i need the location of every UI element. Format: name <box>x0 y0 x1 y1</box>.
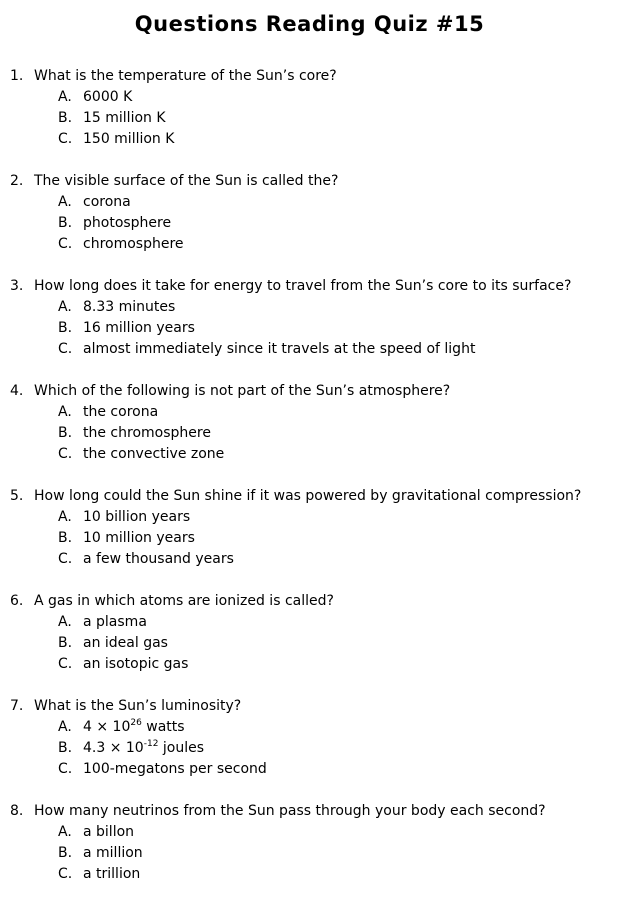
question-prompt <box>10 591 615 612</box>
answer-option-b <box>58 738 615 759</box>
question-prompt <box>10 171 615 192</box>
answer-options <box>58 822 615 885</box>
question-number: 4. <box>10 383 24 399</box>
option-letter: B. <box>58 845 73 861</box>
question-number: 7. <box>10 698 24 714</box>
question-text: What is the temperature of the Sun’s core? <box>34 68 337 84</box>
option-unit: watts <box>141 719 185 735</box>
answer-option-b <box>58 423 615 444</box>
option-exponent: -12 <box>143 739 159 749</box>
answer-options <box>58 612 615 675</box>
option-text: almost immediately since it travels at the speed of light <box>83 341 476 357</box>
option-letter: A. <box>58 824 72 840</box>
option-text: 10 million years <box>83 530 195 546</box>
option-text: 15 million K <box>83 110 166 126</box>
option-text: 8.33 minutes <box>83 299 176 315</box>
question-4 <box>10 381 615 486</box>
option-letter: B. <box>58 740 73 756</box>
option-text: a plasma <box>83 614 147 630</box>
option-text: 10 billion years <box>83 509 191 525</box>
question-prompt <box>10 801 615 822</box>
answer-option-c <box>58 129 615 150</box>
option-unit: joules <box>158 740 204 756</box>
question-prompt <box>10 696 615 717</box>
quiz-question-list <box>10 66 615 906</box>
option-text: 150 million K <box>83 131 175 147</box>
option-exponent: 26 <box>130 718 142 728</box>
question-8 <box>10 801 615 906</box>
answer-option-b <box>58 213 615 234</box>
option-text: the convective zone <box>83 446 225 462</box>
option-letter: B. <box>58 425 73 441</box>
option-text: 6000 K <box>83 89 133 105</box>
answer-option-a <box>58 822 615 843</box>
option-letter: A. <box>58 194 72 210</box>
question-6 <box>10 591 615 696</box>
option-text: the corona <box>83 404 159 420</box>
answer-option-a <box>58 402 615 423</box>
answer-options <box>58 717 615 780</box>
answer-option-c <box>58 339 615 360</box>
option-letter: B. <box>58 215 73 231</box>
option-letter: C. <box>58 131 73 147</box>
option-text: photosphere <box>83 215 172 231</box>
option-letter: A. <box>58 614 72 630</box>
answer-option-c <box>58 444 615 465</box>
page-title: Questions Reading Quiz #15 <box>134 12 485 36</box>
question-number: 6. <box>10 593 24 609</box>
option-letter: C. <box>58 551 73 567</box>
answer-options <box>58 402 615 465</box>
option-letter: C. <box>58 446 73 462</box>
question-prompt <box>10 381 615 402</box>
answer-option-a <box>58 297 615 318</box>
option-text: a billon <box>83 824 135 840</box>
question-number: 5. <box>10 488 24 504</box>
answer-option-a <box>58 717 615 738</box>
answer-options <box>58 297 615 360</box>
question-number: 2. <box>10 173 24 189</box>
option-letter: C. <box>58 866 73 882</box>
option-letter: A. <box>58 509 72 525</box>
question-1 <box>10 66 615 171</box>
option-letter: A. <box>58 719 72 735</box>
option-letter: A. <box>58 404 72 420</box>
option-letter: C. <box>58 236 73 252</box>
option-letter: B. <box>58 530 73 546</box>
option-letter: C. <box>58 761 73 777</box>
option-text: 16 million years <box>83 320 195 336</box>
option-letter: A. <box>58 89 72 105</box>
option-text: a trillion <box>83 866 141 882</box>
answer-option-a <box>58 507 615 528</box>
question-5 <box>10 486 615 591</box>
question-prompt <box>10 276 615 297</box>
option-letter: A. <box>58 299 72 315</box>
question-number: 8. <box>10 803 24 819</box>
question-3 <box>10 276 615 381</box>
question-text: A gas in which atoms are ionized is called? <box>34 593 334 609</box>
answer-options <box>58 87 615 150</box>
answer-option-b <box>58 108 615 129</box>
answer-option-a <box>58 612 615 633</box>
answer-option-b <box>58 318 615 339</box>
answer-option-c <box>58 759 615 780</box>
question-text: What is the Sun’s luminosity? <box>34 698 242 714</box>
question-text: How long could the Sun shine if it was powered by gravitational compression? <box>34 488 582 504</box>
option-text: a million <box>83 845 143 861</box>
answer-option-a <box>58 192 615 213</box>
option-text <box>83 717 185 738</box>
question-text: How long does it take for energy to travel from the Sun’s core to its surface? <box>34 278 572 294</box>
answer-option-b <box>58 633 615 654</box>
question-prompt <box>10 66 615 87</box>
question-7 <box>10 696 615 801</box>
option-text <box>83 738 204 759</box>
option-letter: B. <box>58 635 73 651</box>
option-base: 4.3 × 10 <box>83 740 144 756</box>
answer-option-b <box>58 528 615 549</box>
answer-option-b <box>58 843 615 864</box>
question-text: How many neutrinos from the Sun pass through your body each second? <box>34 803 546 819</box>
answer-option-c <box>58 654 615 675</box>
option-letter: C. <box>58 341 73 357</box>
question-number: 3. <box>10 278 24 294</box>
question-text: The visible surface of the Sun is called the? <box>34 173 339 189</box>
option-letter: B. <box>58 110 73 126</box>
question-2 <box>10 171 615 276</box>
option-text: a few thousand years <box>83 551 234 567</box>
answer-option-c <box>58 234 615 255</box>
question-number: 1. <box>10 68 24 84</box>
answer-option-c <box>58 864 615 885</box>
option-text: corona <box>83 194 131 210</box>
option-letter: C. <box>58 656 73 672</box>
answer-option-c <box>58 549 615 570</box>
option-text: chromosphere <box>83 236 184 252</box>
option-letter: B. <box>58 320 73 336</box>
question-text: Which of the following is not part of the Sun’s atmosphere? <box>34 383 451 399</box>
answer-options <box>58 192 615 255</box>
option-text: an isotopic gas <box>83 656 189 672</box>
option-text: 100-megatons per second <box>83 761 267 777</box>
option-text: the chromosphere <box>83 425 211 441</box>
option-text: an ideal gas <box>83 635 168 651</box>
answer-options <box>58 507 615 570</box>
question-prompt <box>10 486 615 507</box>
answer-option-a <box>58 87 615 108</box>
option-base: 4 × 10 <box>83 719 131 735</box>
